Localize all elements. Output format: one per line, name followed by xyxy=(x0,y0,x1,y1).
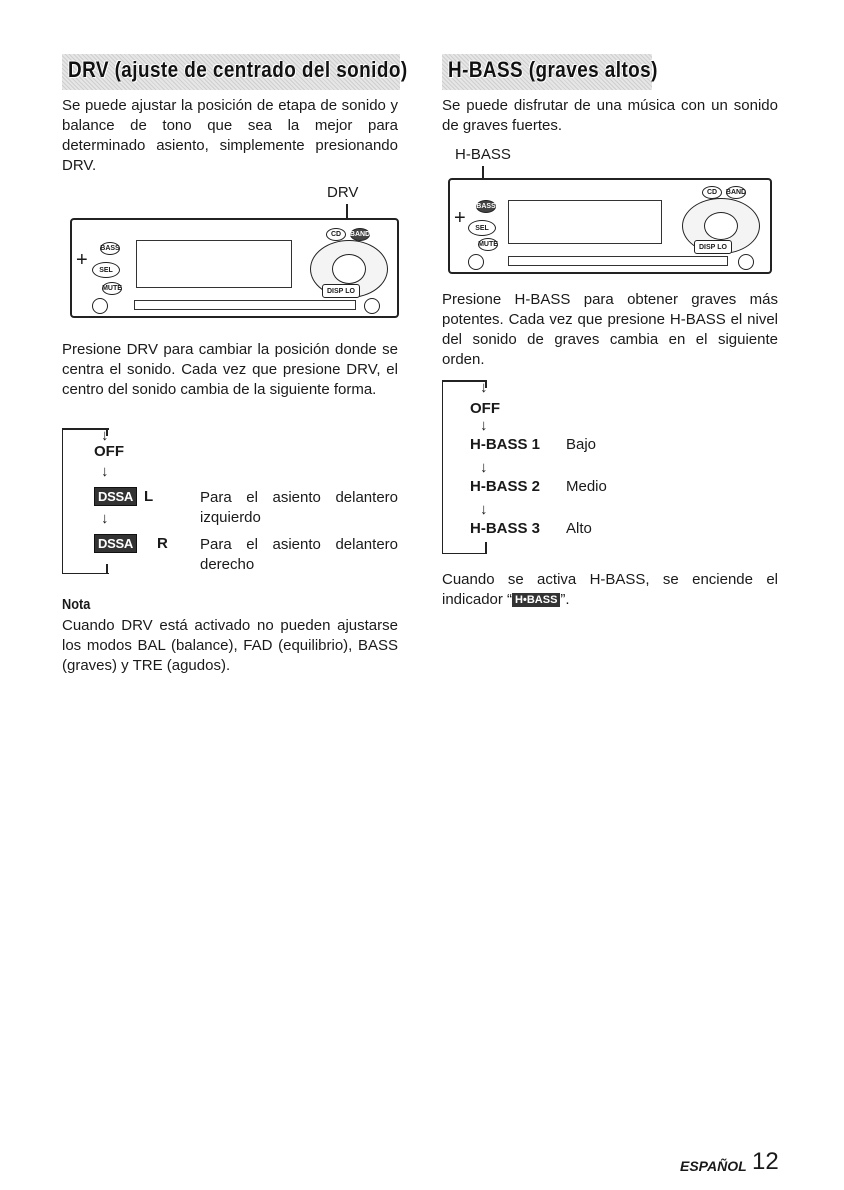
left-section-title-bar xyxy=(62,54,408,90)
left-intro-text: Se puede ajustar la posición de etapa de sonido y balance de tono que sea la mejor para determinado asiento, simplemente presionando DRV. xyxy=(62,97,398,174)
drv-callout-label: DRV xyxy=(327,184,359,201)
note-heading: Nota xyxy=(62,596,91,613)
left-car-stereo-illustration xyxy=(70,218,399,318)
cd-button: CD xyxy=(702,186,722,199)
indicator-text: Cuando se activa H-BASS, se enciende el indicador “ H•BASS ”. xyxy=(442,571,778,608)
hbass-level-1-desc: Bajo xyxy=(566,436,597,453)
drv-button xyxy=(332,254,366,284)
left-instructions-text: Presione DRV para cambiar la posición donde se centra el sonido. Cada vez que presione DRV, el centro del sonido cambia de la siguiente forma. xyxy=(62,341,398,398)
dssa-badge: DSSA xyxy=(94,487,137,506)
disp-lo-button: DISP LO xyxy=(322,284,360,298)
mute-button: MUTE xyxy=(102,282,122,295)
plus-icon: + xyxy=(454,207,466,229)
volume-knob xyxy=(468,254,484,270)
flow-step-l-side: L xyxy=(144,488,154,505)
flow-step-r-desc: Para el asiento delantero derecho xyxy=(200,536,398,573)
right-car-stereo-illustration xyxy=(448,178,772,274)
flow-arrow: ↓ xyxy=(101,510,109,527)
hbass-level-2-name: H-BASS 2 xyxy=(470,478,541,495)
hbass-level-1-name: H-BASS 1 xyxy=(470,436,541,453)
eject-knob xyxy=(738,254,754,270)
sel-button: SEL xyxy=(92,262,120,278)
mute-button: MUTE xyxy=(478,238,498,251)
right-section-title: H-BASS (graves altos) xyxy=(448,57,658,82)
drv-button xyxy=(704,212,738,240)
hbass-indicator-badge: H•BASS xyxy=(512,593,560,607)
flow-arrow: ↓ xyxy=(480,379,488,396)
flow-off-label: OFF xyxy=(94,443,124,460)
flow-step-l-desc: Para el asiento delantero izquierdo xyxy=(200,489,398,526)
flow-arrow: ↓ xyxy=(101,463,109,480)
band-button: BAND xyxy=(726,186,746,199)
right-intro-text: Se puede disfrutar de una música con un sonido de graves fuertes. xyxy=(442,97,778,134)
display-window xyxy=(508,200,662,244)
flow-arrow: ↓ xyxy=(480,501,488,518)
dssa-badge: DSSA xyxy=(94,534,137,553)
left-section-title: DRV (ajuste de centrado del sonido) xyxy=(68,57,408,82)
volume-knob xyxy=(92,298,108,314)
bass-button: BASS xyxy=(100,242,120,255)
note-text: Cuando DRV está activado no pueden ajustarse los modos BAL (balance), FAD (equilibrio), BASS (graves) y TRE (agudos). xyxy=(62,617,398,674)
flow-step-r-side: R xyxy=(157,535,168,552)
band-button: BAND xyxy=(350,228,370,241)
flow-off-label: OFF xyxy=(470,400,500,417)
hbass-callout-label: H-BASS xyxy=(455,146,511,163)
hbass-level-3-desc: Alto xyxy=(566,520,592,537)
page-number: 12 xyxy=(752,1148,779,1175)
display-window xyxy=(136,240,292,288)
footer-language: ESPAÑOL xyxy=(680,1158,747,1174)
preset-strip xyxy=(134,300,356,310)
flow-arrow: ↓ xyxy=(480,459,488,476)
right-section-title-bar xyxy=(442,54,658,90)
hbass-level-3-name: H-BASS 3 xyxy=(470,520,541,537)
plus-icon: + xyxy=(76,249,88,271)
flow-arrow: ↓ xyxy=(480,417,488,434)
preset-strip xyxy=(508,256,728,266)
hbass-level-2-desc: Medio xyxy=(566,478,607,495)
right-instructions-text: Presione H-BASS para obtener graves más potentes. Cada vez que presione H-BASS el nivel del sonido de graves cambia en el siguiente orden. xyxy=(442,291,778,368)
sel-button: SEL xyxy=(468,220,496,236)
cd-button: CD xyxy=(326,228,346,241)
hbass-button: BASS xyxy=(476,200,496,213)
flow-arrow: ↓ xyxy=(101,427,109,444)
eject-knob xyxy=(364,298,380,314)
disp-lo-button: DISP LO xyxy=(694,240,732,254)
